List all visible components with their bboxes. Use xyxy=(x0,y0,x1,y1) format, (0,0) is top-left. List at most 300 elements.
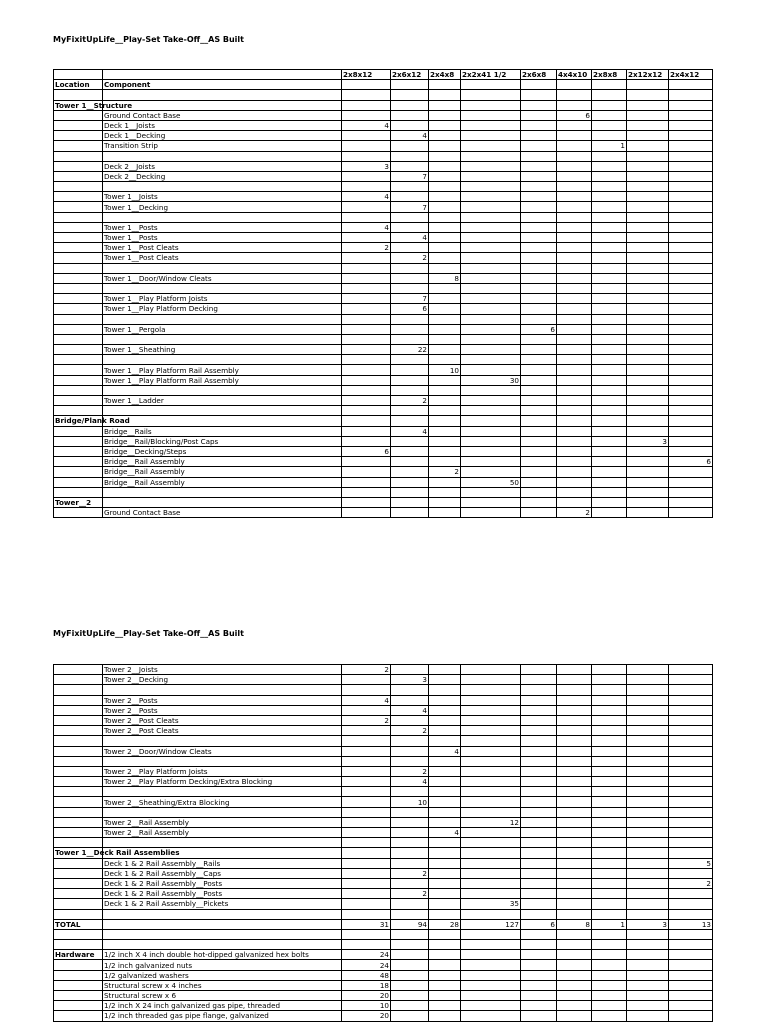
location-cell xyxy=(54,487,103,497)
quantity-cell xyxy=(521,396,557,406)
quantity-cell xyxy=(461,182,521,192)
quantity-cell xyxy=(669,929,713,939)
quantity-cell xyxy=(557,766,592,776)
table-row xyxy=(54,940,713,950)
quantity-cell xyxy=(627,817,669,827)
quantity-cell xyxy=(391,283,429,293)
quantity-cell xyxy=(627,324,669,334)
component-cell xyxy=(103,314,342,324)
quantity-cell xyxy=(557,263,592,273)
quantity-cell xyxy=(461,406,521,416)
quantity-cell xyxy=(461,334,521,344)
quantity-cell xyxy=(521,746,557,756)
quantity-cell xyxy=(627,695,669,705)
table-row xyxy=(54,212,713,222)
quantity-cell xyxy=(429,90,461,100)
quantity-cell xyxy=(557,151,592,161)
quantity-cell: 2 xyxy=(391,766,429,776)
location-cell xyxy=(54,858,103,868)
quantity-cell xyxy=(461,838,521,848)
location-cell: Hardware xyxy=(54,950,103,960)
quantity-cell xyxy=(521,715,557,725)
quantity-cell xyxy=(557,385,592,395)
quantity-cell xyxy=(429,807,461,817)
component-cell: Tower 1__Play Platform Decking xyxy=(103,304,342,314)
quantity-cell: 2 xyxy=(391,889,429,899)
table-row xyxy=(54,304,713,314)
quantity-cell xyxy=(592,446,627,456)
quantity-cell xyxy=(592,777,627,787)
component-cell: Tower 2__Rail Assembly xyxy=(103,828,342,838)
quantity-cell xyxy=(391,212,429,222)
quantity-cell xyxy=(627,304,669,314)
quantity-cell xyxy=(429,848,461,858)
table-row xyxy=(54,797,713,807)
table-row xyxy=(54,446,713,456)
page-title: MyFixitUpLife__Play-Set Take-Off__AS Built xyxy=(53,35,244,44)
quantity-cell xyxy=(669,477,713,487)
quantity-cell xyxy=(557,777,592,787)
quantity-cell xyxy=(521,807,557,817)
quantity-cell xyxy=(391,457,429,467)
quantity-cell xyxy=(592,436,627,446)
quantity-cell xyxy=(592,375,627,385)
quantity-cell xyxy=(429,940,461,950)
quantity-cell xyxy=(342,787,391,797)
quantity-cell xyxy=(592,909,627,919)
quantity-cell xyxy=(557,406,592,416)
quantity-cell xyxy=(521,497,557,507)
column-header: 2x6x12 xyxy=(391,70,429,80)
table-row xyxy=(54,263,713,273)
table-row xyxy=(54,283,713,293)
quantity-cell xyxy=(429,110,461,120)
quantity-cell xyxy=(342,726,391,736)
location-cell xyxy=(54,233,103,243)
quantity-cell xyxy=(592,736,627,746)
quantity-cell xyxy=(592,426,627,436)
quantity-cell xyxy=(429,508,461,518)
quantity-cell xyxy=(557,487,592,497)
component-cell: Deck 2__Decking xyxy=(103,171,342,181)
quantity-cell xyxy=(557,736,592,746)
quantity-cell xyxy=(592,838,627,848)
component-cell: Tower 1__Post Cleats xyxy=(103,243,342,253)
quantity-cell xyxy=(557,294,592,304)
quantity-cell xyxy=(461,868,521,878)
quantity-cell xyxy=(669,131,713,141)
quantity-cell: 48 xyxy=(342,970,391,980)
table-cell xyxy=(627,80,669,90)
quantity-cell xyxy=(521,345,557,355)
component-cell xyxy=(103,416,342,426)
quantity-cell xyxy=(592,858,627,868)
quantity-cell xyxy=(592,889,627,899)
quantity-cell xyxy=(342,304,391,314)
quantity-cell xyxy=(342,487,391,497)
quantity-cell: 4 xyxy=(391,131,429,141)
quantity-cell xyxy=(391,746,429,756)
quantity-cell xyxy=(669,283,713,293)
quantity-cell xyxy=(592,726,627,736)
quantity-cell xyxy=(521,665,557,675)
quantity-cell xyxy=(429,787,461,797)
quantity-cell xyxy=(521,273,557,283)
quantity-cell xyxy=(627,940,669,950)
quantity-cell xyxy=(627,777,669,787)
component-cell: Tower 1__Post Cleats xyxy=(103,253,342,263)
quantity-cell xyxy=(592,202,627,212)
quantity-cell xyxy=(342,929,391,939)
quantity-cell xyxy=(592,90,627,100)
location-cell xyxy=(54,467,103,477)
quantity-cell xyxy=(627,766,669,776)
table-row xyxy=(54,436,713,446)
location-cell xyxy=(54,746,103,756)
quantity-cell xyxy=(461,960,521,970)
quantity-cell xyxy=(627,685,669,695)
quantity-cell xyxy=(592,960,627,970)
quantity-cell xyxy=(669,334,713,344)
quantity-cell xyxy=(592,385,627,395)
table-row xyxy=(54,365,713,375)
quantity-cell xyxy=(557,365,592,375)
quantity-cell xyxy=(391,263,429,273)
quantity-cell xyxy=(461,131,521,141)
component-cell xyxy=(103,838,342,848)
quantity-cell xyxy=(429,868,461,878)
quantity-cell xyxy=(461,416,521,426)
quantity-cell xyxy=(342,131,391,141)
quantity-cell xyxy=(557,705,592,715)
quantity-cell xyxy=(461,508,521,518)
quantity-cell xyxy=(557,457,592,467)
quantity-cell xyxy=(342,233,391,243)
quantity-cell xyxy=(391,141,429,151)
quantity-cell xyxy=(461,457,521,467)
component-cell: Tower 1__Pergola xyxy=(103,324,342,334)
quantity-cell xyxy=(391,929,429,939)
location-cell: Bridge/Plank Road xyxy=(55,416,130,426)
quantity-cell xyxy=(429,991,461,1001)
location-cell xyxy=(54,273,103,283)
location-cell xyxy=(54,756,103,766)
quantity-cell xyxy=(557,950,592,960)
quantity-cell: 3 xyxy=(342,161,391,171)
quantity-cell xyxy=(521,100,557,110)
quantity-cell xyxy=(557,899,592,909)
quantity-cell xyxy=(669,100,713,110)
quantity-cell xyxy=(592,263,627,273)
quantity-cell xyxy=(391,899,429,909)
quantity-cell xyxy=(627,848,669,858)
component-cell: Tower 1__Door/Window Cleats xyxy=(103,273,342,283)
quantity-cell xyxy=(627,222,669,232)
quantity-cell: 4 xyxy=(391,777,429,787)
location-cell xyxy=(54,304,103,314)
quantity-cell xyxy=(627,334,669,344)
quantity-cell xyxy=(521,212,557,222)
quantity-cell: 1 xyxy=(592,141,627,151)
quantity-cell xyxy=(592,665,627,675)
location-cell xyxy=(54,345,103,355)
quantity-cell xyxy=(342,858,391,868)
quantity-cell xyxy=(669,446,713,456)
component-cell: Deck 1 & 2 Rail Assembly__Pickets xyxy=(103,899,342,909)
quantity-cell xyxy=(391,467,429,477)
location-cell xyxy=(54,807,103,817)
component-cell xyxy=(103,283,342,293)
quantity-cell xyxy=(429,406,461,416)
quantity-cell xyxy=(391,151,429,161)
component-cell: Deck 1 & 2 Rail Assembly__Caps xyxy=(103,868,342,878)
quantity-cell xyxy=(557,726,592,736)
table-row xyxy=(54,508,713,518)
quantity-cell xyxy=(627,1001,669,1011)
quantity-cell xyxy=(627,192,669,202)
quantity-cell xyxy=(461,777,521,787)
location-cell xyxy=(54,787,103,797)
quantity-cell xyxy=(429,396,461,406)
location-cell xyxy=(54,705,103,715)
quantity-cell xyxy=(669,263,713,273)
quantity-cell xyxy=(391,416,429,426)
quantity-cell xyxy=(627,868,669,878)
quantity-cell xyxy=(461,695,521,705)
quantity-cell xyxy=(521,314,557,324)
quantity-cell xyxy=(669,345,713,355)
table-row xyxy=(54,202,713,212)
table-row xyxy=(54,375,713,385)
location-cell xyxy=(54,715,103,725)
quantity-cell xyxy=(391,487,429,497)
quantity-cell xyxy=(557,980,592,990)
quantity-cell xyxy=(592,110,627,120)
quantity-cell xyxy=(429,1011,461,1021)
quantity-cell: 4 xyxy=(429,746,461,756)
quantity-cell xyxy=(627,980,669,990)
quantity-cell xyxy=(557,497,592,507)
table-row xyxy=(54,294,713,304)
quantity-cell xyxy=(669,726,713,736)
takeoff-table-page-2 xyxy=(53,664,713,1022)
quantity-cell xyxy=(557,334,592,344)
quantity-cell xyxy=(669,497,713,507)
location-cell xyxy=(54,202,103,212)
quantity-cell xyxy=(429,960,461,970)
quantity-cell xyxy=(669,385,713,395)
quantity-cell xyxy=(342,467,391,477)
quantity-cell xyxy=(429,675,461,685)
quantity-cell xyxy=(669,273,713,283)
quantity-cell xyxy=(669,950,713,960)
quantity-cell xyxy=(461,263,521,273)
quantity-cell xyxy=(429,858,461,868)
table-row xyxy=(54,746,713,756)
quantity-cell xyxy=(342,756,391,766)
location-cell xyxy=(54,960,103,970)
quantity-cell xyxy=(627,243,669,253)
component-cell: Tower 2__Joists xyxy=(103,665,342,675)
quantity-cell xyxy=(461,1001,521,1011)
table-cell xyxy=(669,80,713,90)
quantity-cell xyxy=(342,406,391,416)
table-row xyxy=(54,950,713,960)
quantity-cell xyxy=(342,182,391,192)
quantity-cell xyxy=(391,446,429,456)
column-header: 2x12x12 xyxy=(627,70,669,80)
quantity-cell xyxy=(521,477,557,487)
table-row xyxy=(54,416,713,426)
quantity-cell xyxy=(557,426,592,436)
table-row xyxy=(54,100,713,110)
table-row xyxy=(54,858,713,868)
quantity-cell xyxy=(669,909,713,919)
quantity-cell xyxy=(342,416,391,426)
location-cell xyxy=(54,131,103,141)
quantity-cell xyxy=(521,161,557,171)
quantity-cell xyxy=(391,828,429,838)
component-cell xyxy=(103,406,342,416)
quantity-cell xyxy=(627,151,669,161)
location-cell xyxy=(54,324,103,334)
quantity-cell xyxy=(342,426,391,436)
quantity-cell xyxy=(592,705,627,715)
quantity-cell xyxy=(461,314,521,324)
quantity-cell xyxy=(627,182,669,192)
quantity-cell xyxy=(557,304,592,314)
quantity-cell xyxy=(342,436,391,446)
component-cell: Tower 2__Sheathing/Extra Blocking xyxy=(103,797,342,807)
quantity-cell xyxy=(557,273,592,283)
quantity-cell xyxy=(461,304,521,314)
component-cell: Tower 2__Decking xyxy=(103,675,342,685)
quantity-cell xyxy=(557,467,592,477)
quantity-cell xyxy=(461,665,521,675)
quantity-cell: 8 xyxy=(429,273,461,283)
quantity-cell xyxy=(627,909,669,919)
component-cell: Tower 1__Sheathing xyxy=(103,345,342,355)
location-cell xyxy=(54,334,103,344)
table-row xyxy=(54,787,713,797)
quantity-cell xyxy=(557,283,592,293)
quantity-cell xyxy=(342,334,391,344)
location-cell: Tower 1__Deck Rail Assemblies xyxy=(55,848,180,858)
quantity-cell xyxy=(627,396,669,406)
table-row xyxy=(54,960,713,970)
quantity-cell xyxy=(429,487,461,497)
quantity-cell xyxy=(429,233,461,243)
quantity-cell: 4 xyxy=(429,828,461,838)
quantity-cell xyxy=(592,787,627,797)
component-cell xyxy=(103,90,342,100)
quantity-cell xyxy=(557,746,592,756)
quantity-cell xyxy=(461,355,521,365)
quantity-cell xyxy=(627,929,669,939)
location-cell xyxy=(54,991,103,1001)
location-cell xyxy=(54,1001,103,1011)
quantity-cell xyxy=(429,243,461,253)
quantity-cell xyxy=(461,685,521,695)
quantity-cell xyxy=(429,1001,461,1011)
quantity-cell xyxy=(557,675,592,685)
quantity-cell xyxy=(521,90,557,100)
quantity-cell xyxy=(557,787,592,797)
quantity-cell xyxy=(461,970,521,980)
quantity-cell xyxy=(557,345,592,355)
component-cell xyxy=(103,929,342,939)
quantity-cell xyxy=(342,212,391,222)
location-cell xyxy=(54,263,103,273)
component-cell: Deck 1 & 2 Rail Assembly__Posts xyxy=(103,889,342,899)
quantity-cell xyxy=(391,715,429,725)
quantity-cell xyxy=(627,273,669,283)
quantity-cell xyxy=(592,1001,627,1011)
quantity-cell xyxy=(521,777,557,787)
table-row xyxy=(54,675,713,685)
quantity-cell xyxy=(429,416,461,426)
quantity-cell xyxy=(521,980,557,990)
quantity-cell: 30 xyxy=(461,375,521,385)
quantity-cell xyxy=(557,858,592,868)
quantity-cell xyxy=(521,385,557,395)
quantity-cell xyxy=(627,838,669,848)
quantity-cell xyxy=(342,889,391,899)
quantity-cell xyxy=(669,212,713,222)
quantity-cell xyxy=(669,675,713,685)
quantity-cell: 10 xyxy=(391,797,429,807)
quantity-cell: 13 xyxy=(669,919,713,929)
component-cell xyxy=(103,940,342,950)
quantity-cell xyxy=(592,131,627,141)
table-cell xyxy=(429,80,461,90)
quantity-cell xyxy=(342,396,391,406)
table-row xyxy=(54,120,713,130)
quantity-cell xyxy=(521,705,557,715)
quantity-cell xyxy=(592,477,627,487)
quantity-cell: 6 xyxy=(391,304,429,314)
quantity-cell: 35 xyxy=(461,899,521,909)
quantity-cell xyxy=(627,899,669,909)
table-row xyxy=(54,314,713,324)
quantity-cell xyxy=(461,243,521,253)
component-cell: Tower 2__Posts xyxy=(103,695,342,705)
quantity-cell: 2 xyxy=(669,878,713,888)
quantity-cell xyxy=(461,100,521,110)
quantity-cell xyxy=(669,889,713,899)
component-cell: Tower 1__Play Platform Rail Assembly xyxy=(103,365,342,375)
quantity-cell: 10 xyxy=(342,1001,391,1011)
quantity-cell xyxy=(557,807,592,817)
table-row xyxy=(54,919,713,929)
quantity-cell xyxy=(521,416,557,426)
quantity-cell xyxy=(627,477,669,487)
quantity-cell xyxy=(429,797,461,807)
location-cell xyxy=(54,212,103,222)
quantity-cell xyxy=(521,263,557,273)
quantity-cell xyxy=(461,787,521,797)
quantity-cell xyxy=(342,736,391,746)
quantity-cell xyxy=(391,355,429,365)
quantity-cell: 7 xyxy=(391,202,429,212)
quantity-cell xyxy=(461,90,521,100)
quantity-cell xyxy=(592,171,627,181)
quantity-cell xyxy=(669,110,713,120)
component-cell: Tower 1__Play Platform Rail Assembly xyxy=(103,375,342,385)
quantity-cell xyxy=(521,756,557,766)
quantity-cell: 10 xyxy=(429,365,461,375)
location-cell xyxy=(54,868,103,878)
